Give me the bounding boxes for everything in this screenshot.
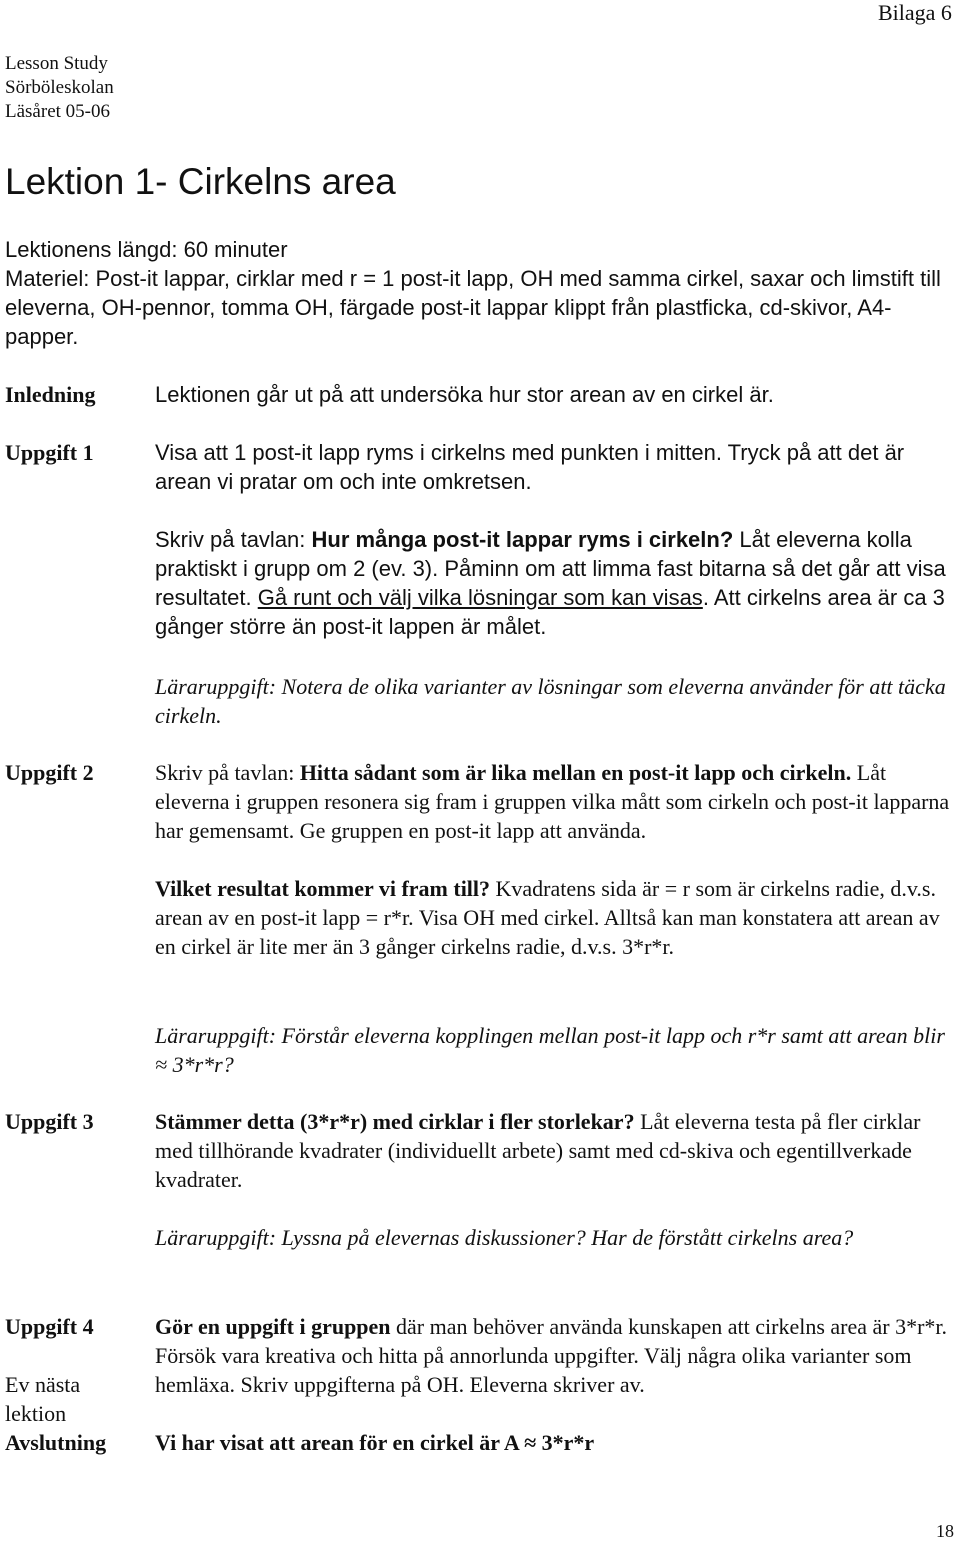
emphasis: Hur många post-it lappar ryms i cirkeln? [311, 527, 734, 552]
lesson-meta [5, 235, 960, 351]
uppgift-2-paragraph-2 [155, 874, 960, 961]
text: Låt eleverna testa på fler cirklar med tillhörande kvadrater (individuellt arbete) samt med cd-skiva och egentillverkade kvadrater. [155, 1109, 921, 1192]
section-label-uppgift-1: Uppgift 1 [5, 440, 94, 465]
emphasis: Stämmer detta (3*r*r) med cirklar i fler storlekar? [155, 1109, 635, 1134]
text: där man behöver använda kunskapen att cirkelns area är 3*r*r. Försök vara kreativa och hitta på annorlunda uppgifter. Välj några olika varianter som hemläxa. Skriv uppgifterna på OH. Eleverna skriver av. [155, 1314, 948, 1397]
page-number: 18 [936, 1521, 954, 1541]
uppgift-3-teacher-note: Läraruppgift: Lyssna på elevernas diskussioner? Har de förstått cirkelns area? [155, 1225, 854, 1250]
lesson-duration: Lektionens längd: 60 minuter [5, 237, 288, 262]
uppgift-1-paragraph-1: Visa att 1 post-it lapp ryms i cirkelns med punkten i mitten. Tryck på att det är arean vi pratar om och inte omkretsen. [155, 440, 905, 494]
section-label-uppgift-2: Uppgift 2 [5, 760, 94, 785]
appendix-label: Bilaga 6 [878, 0, 952, 25]
emphasis: Vilket resultat kommer vi fram till? [155, 876, 491, 901]
text: Skriv på tavlan: [155, 760, 300, 785]
org-line: Lesson Study [5, 53, 108, 74]
org-line: Sörböleskolan [5, 77, 114, 98]
emphasis: Gör en uppgift i gruppen [155, 1314, 391, 1339]
text: Kvadratens sida är = r som är cirkelns radie, d.v.s. arean av en post-it lapp = r*r. Visa OH med cirkel. Alltså kan man konstatera att arean av en cirkel är lite mer än 3 gånger cirkelns radie, d.v.s. 3*r*r. [155, 876, 940, 959]
text: Skriv på tavlan: [155, 527, 312, 552]
org-line: Läsåret 05-06 [5, 101, 110, 122]
text: . Att cirkelns area är ca 3 gånger större än post-it lappen är målet. [155, 585, 945, 639]
text: Låt eleverna kolla praktiskt i grupp om 2 (ev. 3). Påminn om att limma fast bitarna så det går att visa resultatet. [155, 527, 946, 610]
school-info [5, 52, 114, 124]
section-label-uppgift-3: Uppgift 3 [5, 1109, 94, 1134]
section-label-uppgift-4: Uppgift 4 [5, 1314, 94, 1339]
section-label-inledning: Inledning [5, 382, 96, 407]
avslutning-text: Vi har visat att arean för en cirkel är A ≈ 3*r*r [155, 1430, 595, 1455]
uppgift-2-teacher-note: Läraruppgift: Förstår eleverna kopplingen mellan post-it lapp och r*r samt att arean blir ≈ 3*r*r? [155, 1023, 945, 1077]
underlined-text: Gå runt och välj vilka lösningar som kan visas [257, 585, 703, 610]
lesson-materials: Materiel: Post-it lappar, cirklar med r = 1 post-it lapp, OH med samma cirkel, saxar och limstift till eleverna, OH-pennor, tomma OH, färgade post-it lappar klippt från plastficka, cd-skivor, A4-papper. [5, 266, 941, 349]
text: Låt eleverna i gruppen resonera sig fram i gruppen vilka mått som cirkeln och post-it lapparna har gemensamt. Ge gruppen en post-it lapp att använda. [155, 760, 950, 843]
uppgift-4-paragraph [155, 1312, 960, 1399]
uppgift-2-paragraph-1 [155, 758, 960, 845]
section-label-avslutning: Avslutning [5, 1430, 107, 1455]
uppgift-1-teacher-note: Läraruppgift: Notera de olika varianter av lösningar som eleverna använder för att täcka cirkeln. [155, 674, 946, 728]
uppgift-3-paragraph-1 [155, 1107, 960, 1194]
section-label-next-lesson: Ev nästa lektion [5, 1372, 81, 1426]
page-title: Lektion 1- Cirkelns area [5, 161, 396, 202]
inledning-text: Lektionen går ut på att undersöka hur stor arean av en cirkel är. [155, 382, 774, 407]
emphasis: Hitta sådant som är lika mellan en post-it lapp och cirkeln. [299, 760, 852, 785]
uppgift-1-paragraph-2 [155, 525, 960, 641]
